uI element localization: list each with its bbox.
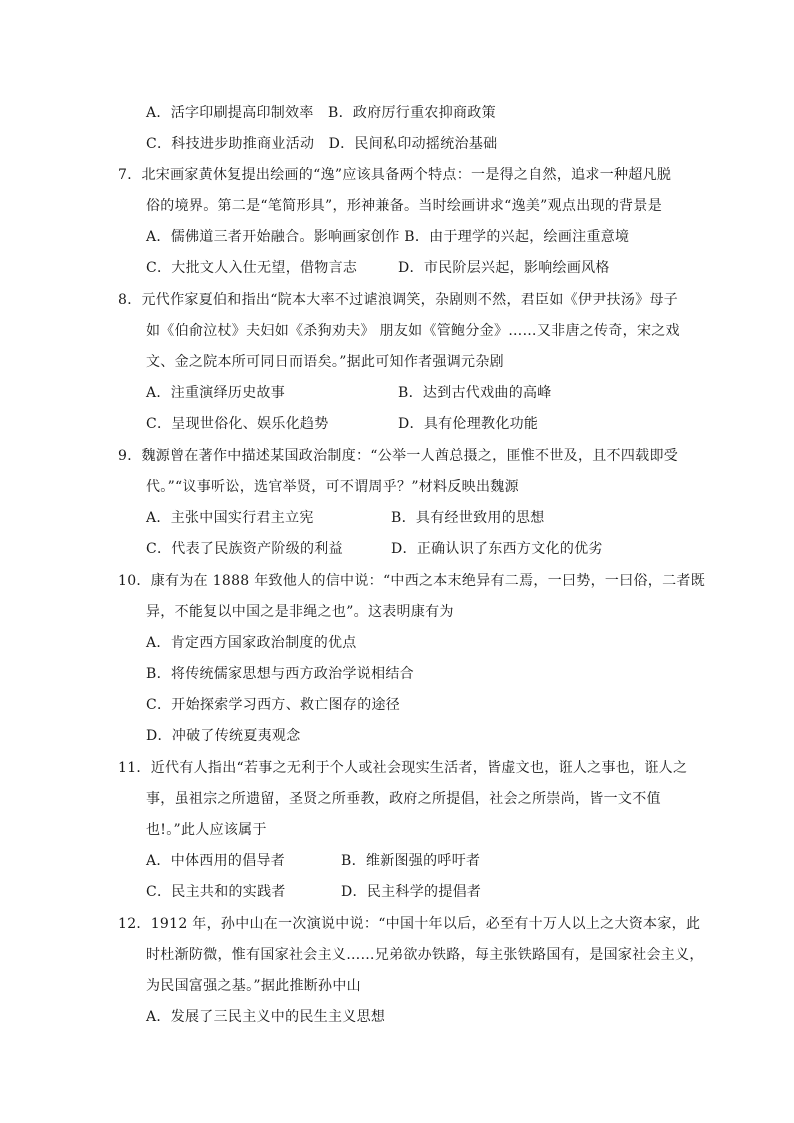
q8-option-b: B．达到古代戏曲的高峰	[398, 385, 552, 401]
q11-option-b: B．维新图强的呼吁者	[341, 853, 481, 869]
q8-stem-line-2: 如《伯俞泣杖》夫妇如《杀狗劝夫》 朋友如《管鲍分金》……又非唐之传奇，宋之戏	[146, 323, 680, 339]
q10-option-c: C．开始探索学习西方、救亡图存的途径	[146, 697, 401, 713]
q9-stem-line-1: 9．魏源曾在著作中描述某国政治制度：“公举一人酋总摄之，匪惟不世及，且不四载即受	[118, 448, 679, 464]
q9-stem-line-2: 代。”“议事听讼，选官举贤，可不谓周乎？”材料反映出魏源	[146, 479, 519, 495]
q9-option-c: C．代表了民族资产阶级的利益	[146, 541, 343, 557]
q10-option-a: A．肯定西方国家政治制度的优点	[146, 635, 357, 651]
q8-option-d: D．具有伦理教化功能	[398, 416, 539, 432]
q6-option-cd: C．科技进步助推商业活动 D．民间私印动摇统治基础	[146, 136, 498, 152]
q12-stem-line-1: 12．1912 年，孙中山在一次演说中说：“中国十年以后，必至有十万人以上之大资本家，此	[118, 916, 701, 932]
q9-option-b: B．具有经世致用的思想	[391, 510, 545, 526]
q11-stem-line-2: 事，虽祖宗之所遗留，圣贤之所垂教，政府之所提倡，社会之所崇尚，皆一文不值	[146, 791, 661, 807]
q10-stem-line-1: 10．康有为在 1888 年致他人的信中说：“中西之本末绝异有二焉，一曰势，一曰俗，二者既	[118, 573, 705, 589]
q11-option-a: A．中体西用的倡导者	[146, 853, 286, 869]
q7-stem-line-2: 俗的境界。第二是“笔简形具”，形神兼备。当时绘画讲求“逸美”观点出现的背景是	[146, 198, 663, 214]
q11-option-d: D．民主科学的提倡者	[341, 884, 482, 900]
q8-option-c: C．呈现世俗化、娱乐化趋势	[146, 416, 329, 432]
q8-stem-line-1: 8．元代作家夏伯和指出“院本大率不过谑浪调笑，杂剧则不然，君臣如《伊尹扶汤》母子	[118, 292, 679, 308]
q12-stem-line-3: 为民国富强之基。”据此推断孙中山	[146, 978, 361, 994]
q9-option-d: D．正确认识了东西方文化的优劣	[391, 541, 603, 557]
q7-option-d: D．市民阶层兴起，影响绘画风格	[398, 260, 610, 276]
q12-option-a: A．发展了三民主义中的民生主义思想	[146, 1009, 386, 1025]
q7-stem-line-1: 7．北宋画家黄休复提出绘画的“逸”应该具备两个特点：一是得之自然，追求一种超凡脱	[118, 167, 672, 183]
q11-stem-line-3: 也!。”此人应该属于	[146, 822, 267, 838]
q8-stem-line-3: 文、金之院本所可同日而语矣。”据此可知作者强调元杂剧	[146, 354, 504, 370]
q7-option-ab: A．儒佛道三者开始融合。影响画家创作 B．由于理学的兴起，绘画注重意境	[146, 229, 630, 245]
q11-option-c: C．民主共和的实践者	[146, 884, 286, 900]
q11-stem-line-1: 11．近代有人指出“若事之无利于个人或社会现实生活者，皆虚文也，诳人之事也，诳人之	[118, 760, 688, 776]
q12-stem-line-2: 时杜渐防微，惟有国家社会主义……兄弟欲办铁路，每主张铁路国有，是国家社会主义，	[146, 947, 704, 963]
q10-option-b: B．将传统儒家思想与西方政治学说相结合	[146, 666, 414, 682]
q6-option-ab: A．活字印刷提高印制效率 B．政府厉行重农抑商政策	[146, 105, 496, 121]
q7-option-c: C．大批文人入仕无望，借物言志	[146, 260, 358, 276]
q9-option-a: A．主张中国实行君主立宪	[146, 510, 314, 526]
q8-option-a: A．注重演绎历史故事	[146, 385, 286, 401]
q10-option-d: D．冲破了传统夏夷观念	[146, 728, 301, 744]
q10-stem-line-2: 异，不能复以中国之是非绳之也”。这表明康有为	[146, 604, 454, 620]
